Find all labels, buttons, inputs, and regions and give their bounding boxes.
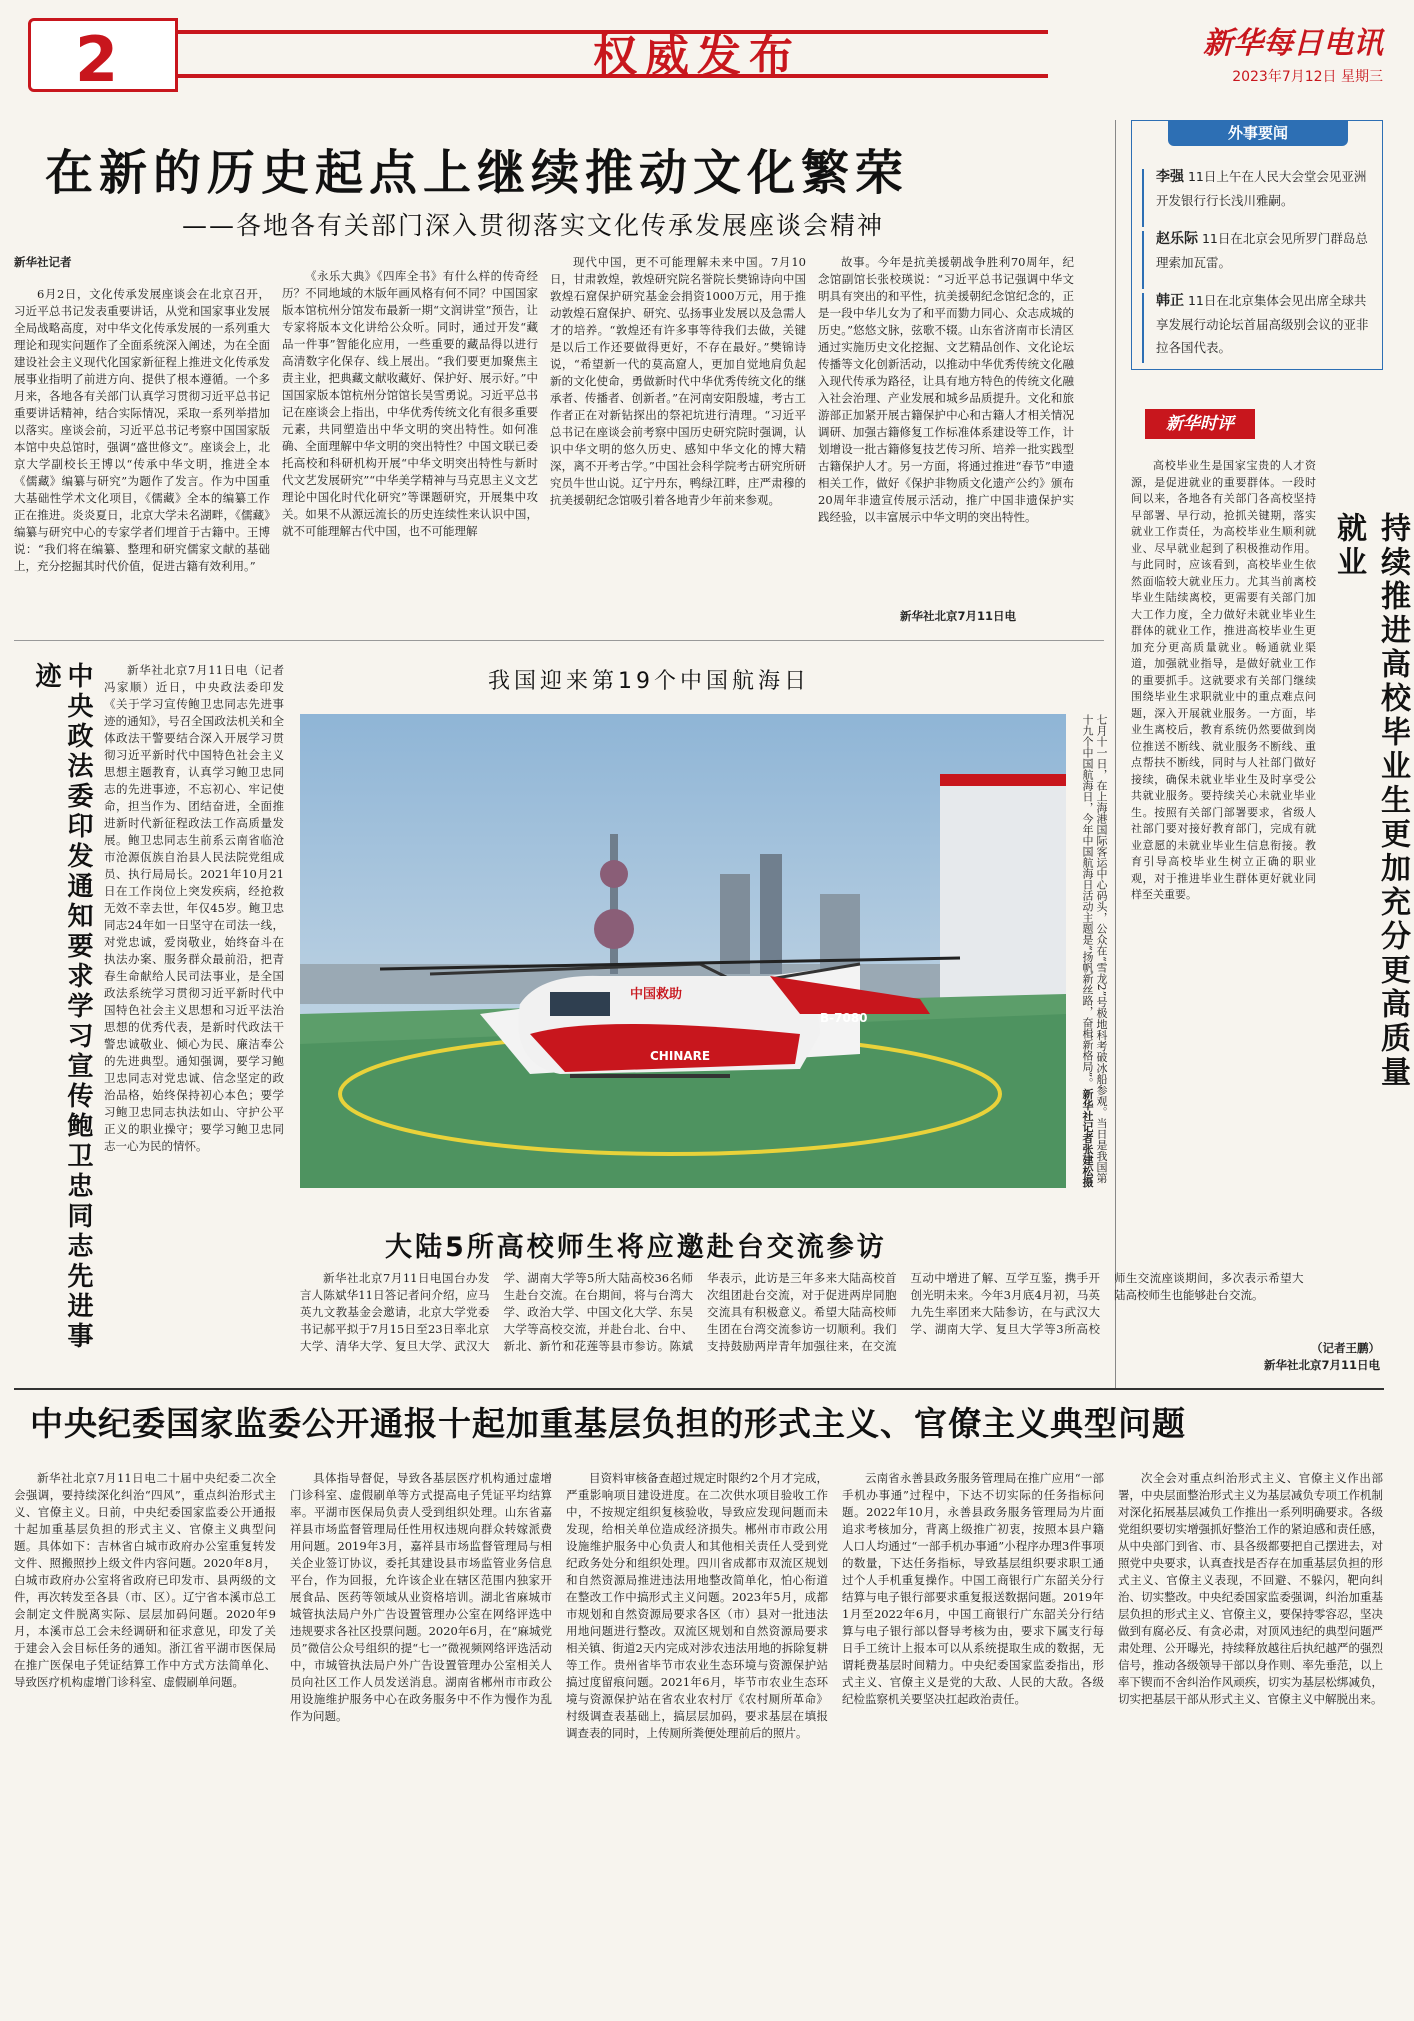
bottom-column-4 <box>842 1470 1104 2010</box>
lead-byline <box>14 254 270 272</box>
photo-caption-text: 七月十一日，在上海港国际客运中心码头，公众在“雪龙2”号极地科考破冰船参观。当日是我国第十九个中国航海日，今年中国航海日活动主题是“扬帆新丝路，奋楫新格局”。 <box>1081 714 1108 1184</box>
news-item-name: 李强 <box>1156 169 1184 185</box>
page-number: 2 <box>75 23 119 96</box>
lead-paragraph-2: 《永乐大典》《四库全书》有什么样的传奇经历？不同地域的木版年画风格有何不同？中国国家版本馆杭州分馆发布最新一期“文润讲堂”预告，让专家将版本文化讲给公众听。同时，通过开发“藏品一件事”智能化应用，一些重要的藏品得以进行高清数字化保存、线上展出。“我们要更加聚焦主责主业，把典藏文献收藏好、保护好、展示好。”中国国家版本馆杭州分馆馆长吴雪勇说。习近平总书记在座谈会上指出，中华优秀传统文化有很多重要元素，共同塑造出中华文明的突出特性。如何准确、全面理解中华文明的突出特性？中国文联已委托高校和科研机构开展“中华文明突出特性与新时代文艺发展研究”“中华美学精神与马克思主义文艺理论中国化时代化研究”等课题研究，开展集中攻关。如果不从源远流长的历史连续性来认识中国，就不可能理解古代中国，也不可能理解 <box>282 269 538 538</box>
brand <box>1053 18 1383 92</box>
photo-credit: 新华社记者张建松摄 <box>1081 1088 1094 1188</box>
taiwan-story-headline: 大陆5所高校师生将应邀赴台交流参访 <box>385 1232 887 1263</box>
bottom-section-rule <box>14 1388 1384 1390</box>
commentary-headline: 持续推进高校毕业生更加充分更高质量就业 <box>1331 512 1410 1090</box>
lead-dateline: 新华社北京7月11日电 <box>900 609 1017 623</box>
left-story-text: 新华社北京7月11日电（记者冯家顺）近日，中央政法委印发《关于学习宣传鲍卫忠同志先进事迹的通知》，号召全国政法机关和全体政法干警要结合深入开展学习贯彻习近平新时代中国特色社会主义思想主题教育，认真学习鲍卫忠同志的先进事迹，不忘初心、牢记使命，担当作为、团结奋进，全面推进新时代新征程政法工作高质量发展。鲍卫忠同志生前系云南省临沧市沧源佤族自治县人民法院党组成员、执行局局长。2021年10月21日在工作岗位上突发疾病，经抢救无效不幸去世，年仅45岁。鲍卫忠同志24年如一日坚守在司法一线，对党忠诚，爱岗敬业，始终奋斗在执法办案、服务群众最前沿，把青春生命献给人民司法事业，是全国政法系统学习贯彻习近平新时代中国特色社会主义思想和习近平法治思想的优秀代表，是新时代政法干警忠诚敬业、倾心为民、廉洁奉公的先进典型。通知强调，要学习鲍卫忠同志对党忠诚、信念坚定的政治品格，始终保持初心本色；要学习鲍卫忠同志执法如山、守护公平正义的职业操守；要学习鲍卫忠同志一心为民的情怀。 <box>104 663 284 1153</box>
taiwan-story-text: 新华社北京7月11日电国台办发言人陈斌华11日答记者问介绍，应马英九文教基金会邀请，北京大学党委书记郝平拟于7月15日至23日率北京大学、清华大学、复旦大学、武汉大学、湖南大学等5所大陆高校36名师生赴台交流。在台期间，将与台湾大学、政治大学、中国文化大学、东吴大学等高校交流，并赴台北、台中、新北、新竹和花莲等县市参访。陈斌华表示，此访是三年多来大陆高校首次组团赴台交流，对于促进两岸同胞交流具有积极意义。希望大陆高校师生团在台湾交流参访一切顺利。我们支持鼓励两岸青年加强往来，在交流互动中增进了解、互学互鉴，携手开创光明未来。今年3月底4月初，马英九先生率团来大陆参访，在与武汉大学、湖南大学、复旦大学等3所高校师生交流座谈期间，多次表示希望大陆高校师生也能够赴台交流。 <box>300 1271 1304 1353</box>
left-story-headline: 中央政法委印发通知要求学习宣传鲍卫忠同志先进事迹 <box>31 662 93 1352</box>
lead-subheadline: ——各地各有关部门深入贯彻落实文化传承发展座谈会精神 <box>182 211 885 240</box>
photo-title: 我国迎来第19个中国航海日 <box>488 669 810 694</box>
news-marker <box>1142 293 1144 363</box>
commentary-tag: 新华时评 <box>1145 409 1255 439</box>
news-item-3 <box>1156 289 1372 359</box>
bottom-column-2 <box>290 1470 552 2010</box>
photo-illustration <box>300 714 1066 1188</box>
page-number-box <box>28 18 178 96</box>
commentary-dateline: 新华社北京7月11日电 <box>1263 1358 1380 1372</box>
taiwan-story-body <box>300 1270 1304 1370</box>
news-item-2 <box>1156 227 1372 274</box>
left-story-body <box>104 662 284 1362</box>
bottom-column-1 <box>14 1470 276 2010</box>
helicopter-photo <box>300 714 1066 1188</box>
commentary-author: （记者王鹏） <box>1311 1341 1380 1355</box>
column-divider <box>1115 120 1116 1390</box>
bottom-column-5 <box>1118 1470 1383 2010</box>
helicopter-registration: B-7080 <box>820 1011 868 1025</box>
news-item-1 <box>1156 165 1372 212</box>
bottom-paragraph-4: 云南省永善县政务服务管理局在推广应用“一部手机办事通”过程中，下达不切实际的任务指标问题。2022年10月，永善县政务服务管理局为片面追求考核加分，背离上级推广初衷，按照本县户籍人口人均通过“一部手机办事通”小程序办理3件事项的数量，下达任务指标，导致基层组织要求职工通过个人手机重复操作。中国工商银行广东韶关分行结算与电子银行部要求重复报送数据问题。2019年1月至2022年6月，中国工商银行广东韶关分行结算与电子银行部以督导考核为由，要求下属支行每日手工统计上报本可以从系统提取生成的数据，无谓耗费基层时间精力。中央纪委国家监委指出，形式主义、官僚主义是党的大敌、人民的大敌。各级纪检监察机关要坚决扛起政治责任。 <box>842 1471 1104 1706</box>
bottom-paragraph-5: 次全会对重点纠治形式主义、官僚主义作出部署，中央层面整治形式主义为基层减负专项工作机制对深化拓展基层减负工作推出一系列明确要求。各级党组织要切实增强抓好整治工作的紧迫感和责任感，从中央部门到省、市、县各级都要把自己摆进去，对照党中央要求，认真查找是否存在加重基层负担的形式主义、官僚主义表现，不回避、不躲闪，靶向纠治、切实整改。中央纪委国家监委强调，纠治加重基层负担的形式主义、官僚主义，要保持零容忍，坚决做到有腐必反、有贪必肃，对顶风违纪的典型问题严肃处理、公开曝光，持续释放越往后执纪越严的强烈信号，推动各级领导干部以身作则、率先垂范，以上率下锲而不舍纠治作风顽疾，切实为基层松绑减负，切实把基层干部从形式主义、官僚主义中解脱出来。 <box>1118 1471 1383 1706</box>
masthead <box>18 14 1383 96</box>
news-marker <box>1142 231 1144 289</box>
lead-headline: 在新的历史起点上继续推动文化繁荣 <box>45 145 910 201</box>
news-item-text: 11日在北京会见所罗门群岛总理索加瓦雷。 <box>1156 231 1368 270</box>
news-item-text: 11日上午在人民大会堂会见亚洲开发银行行长浅川雅嗣。 <box>1156 169 1367 208</box>
lead-column-4 <box>818 254 1074 609</box>
news-item-name: 韩正 <box>1156 293 1184 309</box>
bottom-paragraph-2: 具体指导督促，导致各基层医疗机构通过虚增门诊科室、虚假刷单等方式提高电子凭证平均结算率。平湖市医保局负责人受到组织处理。山东省嘉祥县市场监督管理局任性用权违规向群众转嫁派费用问题。2019年3月，嘉祥县市场监督管理局与相关企业签订协议，委托其建设县市场监管业务信息平台，作为回报，允许该企业在辖区范围内独家开展食品、医药等领域从业资格培训。湖北省麻城市城管执法局户外广告设置管理办公室在网络评选中违规要求各社区投票问题。2020年6月，在“麻城党员”微信公众号组织的提“七一”微视频网络评选活动中，市城管执法局户外广告设置管理办公室相关人员向社区工作人员发送消息。湖南省郴州市市政公用设施维护服务中心在政务服务中不作为慢作为乱作为问题。 <box>290 1471 552 1723</box>
section-divider <box>14 640 1104 641</box>
brand-logo: 新华每日电讯 <box>1203 26 1383 61</box>
issue-date: 2023年7月12日 星期三 <box>1232 69 1383 85</box>
commentary-text: 高校毕业生是国家宝贵的人才资源，是促进就业的重要群体。一段时间以来，各地各有关部门各高校坚持早部署、早行动，抢抓关键期，落实就业工作责任，为高校毕业生顺利就业、尽早就业起到了积极推动作用。与此同时，应该看到，高校毕业生依然面临较大就业压力。尤其当前离校毕业生陆续离校，更需要有关部门加大工作力度，全力做好未就业毕业生群体的就业工作，推进高校毕业生更加充分更高质量就业。畅通就业渠道，加强就业指导，是做好就业工作的重要抓手。这就要求有关部门继续围绕毕业生求职就业中的重点难点问题，深入开展就业服务。一方面，毕业生离校后，教育系统仍然要做到岗位推送不断线、就业服务不断线、重点帮扶不断线，同时与人社部门做好接续，确保未就业毕业生及时享受公共就业服务。要持续关心未就业毕业生。按照有关部门部署要求，省级人社部门要对接好教育部门，完成有就业意愿的未就业毕业生信息衔接。教育引导高校毕业生树立正确的职业观，对于推进毕业生群体更好就业同样至关重要。 <box>1131 459 1316 901</box>
helicopter-side-mark: CHINARE <box>650 1049 711 1063</box>
foreign-affairs-tag: 外事要闻 <box>1168 120 1348 146</box>
column-title: 权威发布 <box>593 31 801 82</box>
byline: 新华社记者 <box>14 255 72 269</box>
bottom-story-headline: 中央纪委国家监委公开通报十起加重基层负担的形式主义、官僚主义典型问题 <box>30 1404 1186 1443</box>
foreign-affairs-box <box>1131 120 1383 370</box>
commentary-body <box>1131 458 1316 1338</box>
photo-caption <box>1068 714 1108 1188</box>
lead-column-3 <box>550 254 806 618</box>
lead-paragraph-3: 现代中国，更不可能理解未来中国。7月10日，甘肃敦煌，敦煌研究院名誉院长樊锦诗向中国敦煌石窟保护研究基金会捐资1000万元，用于推动敦煌石窟保护、研究、弘扬事业发展以及急需人才的培养。“敦煌还有许多事等待我们去做，关键是以后工作还要做得更好，不存在最好。”樊锦诗说，“希望新一代的莫高窟人，更加自觉地肩负起新的文化使命，勇做新时代中华优秀传统文化的继承者、传播者、创新者。”在河南安阳殷墟，考古工作者正在对新钻探出的祭祀坑进行清理。“习近平总书记在座谈会前考察中国历史研究院时强调，认识中华文明的悠久历史、感知中华文化的博大精深，离不开考古学。”中国社会科学院考古研究所研究员牛世山说。辽宁丹东，鸭绿江畔，庄严肃穆的抗美援朝纪念馆吸引着各地青少年前来参观。 <box>550 255 806 507</box>
lead-paragraph-1: 6月2日，文化传承发展座谈会在北京召开，习近平总书记发表重要讲话，从党和国家事业发展全局战略高度，对中华文化传承发展的一系列重大理论和现实问题作了全面系统深入阐述，为在全面建设社会主义现代化国家新征程上推进文化传承发展事业指明了前进方向、提供了根本遵循。一个多月来，各地各有关部门认真学习贯彻习近平总书记重要讲话精神，结合实际情况，采取一系列举措加以落实。座谈会前，习近平总书记考察中国国家版本馆中央总馆时，强调“盛世修文”。座谈会上，北京大学副校长王博以“传承中华文明，推进全本《儒藏》编纂与研究”为题作了发言。作为中国重大基础性学术文化项目，《儒藏》全本的编纂工作正在推进。炎炎夏日，北京大学未名湖畔，《儒藏》编纂与研究中心的专家学者们埋首于古籍中。王博说：“我们将在编纂、整理和研究儒家文献的基础上，充分挖掘其时代价值，促进古籍有效利用。” <box>14 287 270 573</box>
bottom-paragraph-3: 目资料审核备查超过规定时限约2个月才完成，严重影响项目建设进度。在二次供水项目验收工作中，不按规定组织复核验收，导致应发现问题而未发现，给相关单位造成经济损失。郴州市市政公用设施维护服务中心负责人和其他相关责任人受到党纪政务处分和组织处理。四川省成都市双流区规划和自然资源局推进违法用地整改简单化，怕心衔道在整改工作中搞形式主义问题。2023年5月，成都市规划和自然资源局要求各区（市）县对一批违法用地问题进行整改。双流区规划和自然资源局要求相关镇、街道2天内完成对涉农违法用地的拆除复耕等工作。贵州省毕节市农业生态环境与资源保护站搞过度留痕问题。2021年6月，毕节市农业生态环境与资源保护站在省农业农村厅《农村厕所革命》村级调查表基础上，搞层层加码，要求基层在填报调查表的同时，上传厕所粪便处理前后的照片。 <box>566 1471 828 1740</box>
news-item-name: 赵乐际 <box>1156 231 1198 247</box>
helicopter-label: 中国救助 <box>630 987 683 1002</box>
lead-column-1 <box>14 286 270 618</box>
lead-column-2 <box>282 268 538 618</box>
news-item-text: 11日在北京集体会见出席全球共享发展行动论坛首届高级别会议的亚非拉各国代表。 <box>1156 293 1369 355</box>
bottom-paragraph-1: 新华社北京7月11日电二十届中央纪委二次全会强调，要持续深化纠治“四风”，重点纠治形式主义、官僚主义。日前，中央纪委国家监委公开通报十起加重基层负担的形式主义、官僚主义典型问题。具体如下：吉林省白城市政府办公室重复转发文件、照搬照抄上级文件内容问题。2020年8月，白城市政府办公室将省政府已印发市、县两级的文件，再次转发至各县（市、区）。辽宁省本溪市总工会制定文件脱离实际、层层加码问题。2020年9月，本溪市总工会未经调研和征求意见，印发了关于建会入会目标任务的通知。浙江省平湖市医保局在推广医保电子凭证结算工作中方式方法简单化、导致医疗机构虚增门诊科室、虚假刷单问题。 <box>14 1471 276 1689</box>
news-marker <box>1142 169 1144 227</box>
bottom-column-3 <box>566 1470 828 2010</box>
lead-paragraph-4: 故事。今年是抗美援朝战争胜利70周年，纪念馆副馆长张校瑛说：“习近平总书记强调中华文明具有突出的和平性，抗美援朝纪念馆纪念的，正是一段中华儿女为了和平而勠力同心、众志成城的历史。”悠悠文脉，弦歌不辍。山东省济南市长清区通过实施历史文化挖掘、文艺精品创作、文化论坛传播等文化创新活动，以推动中华优秀传统文化融入现代传承为路径，让具有地方特色的传统文化融入社会治理、产业发展和城乡品质提升。文化和旅游部正加紧开展古籍保护中心和古籍人才相关情况调研、加强古籍修复工作标准体系建设等工作，计划增设一批古籍修复技艺传习所、培养一批实践型古籍保护人才。另一方面，将通过推进“春节”申遗相关工作，做好《保护非物质文化遗产公约》颁布20周年非遗宣传展示活动，推广中国非遗保护实践经验，以丰富展示中华文明的突出特性。 <box>818 255 1074 524</box>
